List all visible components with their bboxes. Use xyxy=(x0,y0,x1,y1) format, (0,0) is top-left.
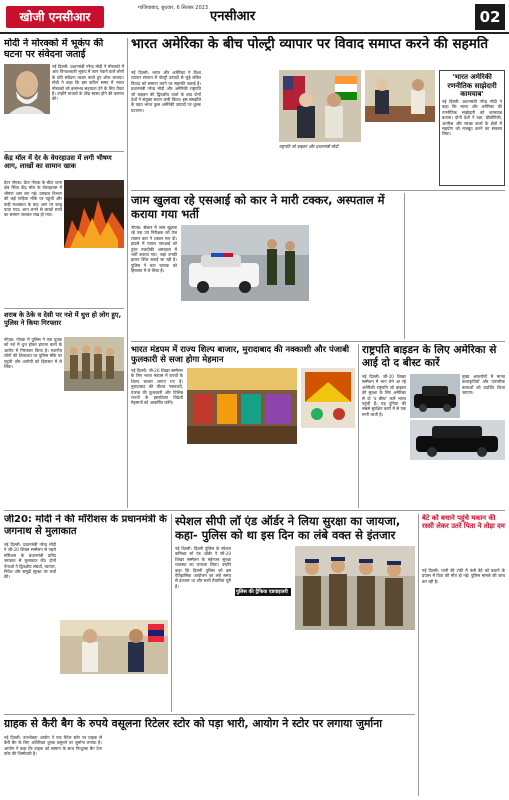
top-story-body-col4 xyxy=(365,124,435,186)
mandapam-body: नई दिल्ली: जी-20 शिखर सम्मेलन के लिए भारत मंडपम में राज्यों के शिल्प बाजार लगाए गए हैं। मुरादाबाद की पीतल नक्काशी, पंजाब की फुलकारी और विभिन्न राज्यों के हस्तशिल्प विदेशी मेहमानों को आकर्षित करेंगे। xyxy=(131,368,183,406)
bottom-story-body-col3 xyxy=(212,735,310,797)
story-modi-morocco-body: नई दिल्ली: प्रधानमंत्री नरेन्द्र मोदी ने मोरक्को में आए विनाशकारी भूकंप में जान गंवाने वाले लोगों के प्रति संवेदना व्यक्त करते हुए शोक जताया। मोदी ने कहा कि इस कठिन समय में भारत मोरक्को को हरसंभव सहायता देने के लिए तैयार है। उन्होंने घायलों के शीघ्र स्वस्थ होने की कामना की। xyxy=(52,64,124,102)
mandapam-body-col2 xyxy=(187,448,297,506)
warehouse-fire-photo xyxy=(64,180,124,248)
mandapam-body-col3 xyxy=(301,430,355,506)
top-story-body: नई दिल्ली: भारत और अमेरिका ने विश्व व्यापार संगठन में पोल्ट्री उत्पादों से जुड़े लंबित विवाद को समाप्त करने पर सहमति जताई है। प्रधानमंत्री नरेन्द्र मोदी और अमेरिकी राष्ट्रपति जो बाइडन की द्विपक्षीय वार्ता के बाद दोनों देशों ने संयुक्त बयान जारी किया। इस समझौते के तहत भारत कुछ अमेरिकी उत्पादों पर शुल्क घटाएगा। xyxy=(131,70,201,113)
right-brief-column xyxy=(408,193,505,339)
biden-cars-caption: मुख्य आकर्षणों में मानव कलाकृतियों और पारंपरिक कलाओं को प्रदर्शित किया जाएगा। xyxy=(462,374,505,396)
top-story-caption: राष्ट्रपति जो बाइडन और प्रधानमंत्री मोदी xyxy=(279,144,339,149)
accident-body: नोएडा: सेक्टर में जाम खुलवा रहे एक उप निरीक्षक को तेज रफ्तार कार ने टक्कर मार दी। हादसे में घायल एसआई को तुरंत नजदीकी अस्पताल में भर्ती कराया गया, जहां उनकी हालत स्थिर बताई जा रही है। पुलिस ने कार चालक को हिरासत में ले लिया है। xyxy=(131,225,177,274)
newspaper-logo: खोजी एनसीआर xyxy=(6,6,104,28)
biden-cars-body-col2 xyxy=(410,462,505,506)
story-liquor-shop-headline: शराब के ठेके व देसी पर नशे में धुत्त हो लोग हुए, पुलिस ने किया गिरफ्तार xyxy=(4,311,122,327)
special-cp-subhead: पुलिस की ट्रैफिक एडवाइजरी xyxy=(235,588,291,596)
story-warehouse-fire-body-cont xyxy=(4,250,124,310)
craft-bazaar-photo xyxy=(187,368,297,444)
special-cp-body: नई दिल्ली: दिल्ली पुलिस के स्पेशल कमिश्नर लॉ एंड ऑर्डर ने जी-20 शिखर सम्मेलन के मद्देनजर सुरक्षा व्यवस्था का जायजा लिया। उन्होंने कहा कि दिल्ली पुलिस को इस ऐतिहासिक आयोजन का लंबे समय से इंतजार था और सभी तैयारियां पूरी हैं। xyxy=(175,546,231,589)
accident-body-col3 xyxy=(313,225,357,337)
side-news xyxy=(422,514,505,796)
bottom-story-body: नई दिल्ली: उपभोक्ता आयोग ने एक रिटेल स्टोर पर ग्राहक से कैरी बैग के लिए अतिरिक्त शुल्क वसूलने पर जुर्माना लगाया है। आयोग ने कहा कि ग्राहक को सामान के साथ निःशुल्क बैग देना स्टोर की जिम्मेदारी है। xyxy=(4,735,102,757)
mauritius-body-col3 xyxy=(116,542,168,618)
story-modi-morocco-headline: मोदी ने मोरक्को में भूकंप की घटना पर संवेदना जताई xyxy=(4,38,104,60)
masthead xyxy=(0,0,509,34)
top-story-headline: भारत अमेरिका के बीच पोल्ट्री व्यापार पर विवाद समाप्त करने की सहमति xyxy=(131,36,489,52)
mauritius-body-col2 xyxy=(60,542,112,618)
left-column xyxy=(4,38,124,475)
side-news-body: नई दिल्ली: पानी की टंकी में फंसे बेटे को बचाने के प्रयास में पिता की मौत हो गई। पुलिस मामले की जांच कर रही है। xyxy=(422,568,505,584)
story-liquor-shop-body: नोएडा: नोएडा में पुलिस ने एक युवक को नशे में धुत्त होकर हंगामा करने के आरोप में गिरफ्तार किया है। स्थानीय लोगों की शिकायत पर पुलिस मौके पर पहुंची और आरोपी को हिरासत में ले लिया। xyxy=(4,337,62,370)
side-news-headline: बेटे को बचाने पहुंचे मकान की रस्सी लेकर उतरे पिता ने तोड़ा दम xyxy=(422,514,505,531)
story-warehouse-fire-headline: केंद्र मॉल में देर के वेयरहाउस में लगी भीषण आग, लाखों का सामान खाक xyxy=(4,154,112,170)
mauritius-body: नई दिल्ली: प्रधानमंत्री नरेन्द्र मोदी ने जी-20 शिखर सम्मेलन से पहले मॉरीशस के प्रधानमंत्री प्रविंद जगन्नाथ से मुलाकात की। दोनों नेताओं ने द्विपक्षीय संबंधों, व्यापार, निवेश और समुद्री सुरक्षा पर चर्चा की। xyxy=(4,542,56,580)
beast-car-photo xyxy=(410,374,460,418)
right-brief-body xyxy=(408,193,505,339)
sidebar-headline: 'भारत अमेरिकी रणनीतिक साझेदारी कामयाब' xyxy=(447,73,497,98)
mauritius-body-col4 xyxy=(60,676,168,710)
story-liquor-shop-body-cont xyxy=(4,400,124,472)
bottom-story-headline: ग्राहक से कैरी बैग के रुपये वसूलना रिटेलर स्टोर को पड़ा भारी, आयोग ने स्टोर पर लगाया जुर्माना xyxy=(4,717,383,730)
mandapam-story xyxy=(131,344,355,508)
special-cp-story xyxy=(175,514,415,712)
phulkari-photo xyxy=(301,368,355,428)
police-group-photo xyxy=(64,337,124,391)
biden-cars-story xyxy=(362,344,505,508)
biden-cars-body: नई दिल्ली: जी-20 शिखर सम्मेलन में भाग लेने आ रहे अमेरिकी राष्ट्रपति जो बाइडन की सुरक्षा के लिए अमेरिका से दो 'द बीस्ट' कारें भारत पहुंची हैं। यह दुनिया की सबसे सुरक्षित कारों में से एक मानी जाती है। xyxy=(362,374,406,417)
mauritius-story xyxy=(4,514,168,712)
accident-body-col2 xyxy=(181,303,309,337)
section-title: एनसीआर xyxy=(210,9,256,24)
bottom-story-body-col4 xyxy=(316,735,415,797)
top-story xyxy=(131,36,505,188)
special-cp-body-col3 xyxy=(235,602,291,710)
accident-story xyxy=(131,193,401,339)
top-story-body-col3 xyxy=(279,158,361,186)
special-cp-body-col5 xyxy=(357,632,415,710)
beast-car-photo-2 xyxy=(410,420,505,460)
accident-body-col4 xyxy=(359,225,401,337)
page-number: 02 xyxy=(475,4,505,30)
story-warehouse-fire-body: ग्रेटर नोएडा: ग्रेटर नोएडा के बीटा थाना क्षेत्र स्थित केंद्र मॉल के वेयरहाउस में भीषण आग लग गई। दमकल विभाग की कई गाड़ियां मौके पर पहुंचीं और कड़ी मशक्कत के बाद आग पर काबू पाया गया। आग लगने से लाखों रुपये का सामान जलकर राख हो गया। xyxy=(4,180,62,218)
bottom-story-body-col2 xyxy=(108,735,206,797)
mauritius-headline: जी20: मोदी ने की मॉरीशस के प्रधानमंत्री के जगनाथ से मुलाकात xyxy=(4,514,167,537)
modi-jugnauth-photo xyxy=(60,620,168,674)
special-cp-headline: स्पेशल सीपी लॉ एंड ऑर्डर ने लिया सुरक्षा का जायजा, कहा- पुलिस को था इस दिन का लंबे वक्त से इंतजार xyxy=(175,514,401,542)
bottom-story xyxy=(4,717,415,797)
sidebar-box xyxy=(439,70,505,186)
accident-headline: जाम खुलवा रहे एसआई को कार ने मारी टक्कर, अस्पताल में कराया गया भर्ती xyxy=(131,193,385,221)
top-story-body-col2 xyxy=(205,70,275,186)
biden-modi-photo xyxy=(279,70,361,142)
leaders-meeting-photo xyxy=(365,70,435,122)
dateline: गाजियाबाद, बुधवार, 6 सितंबर 2023 xyxy=(138,5,209,11)
police-officers-photo xyxy=(295,546,415,630)
modi-portrait-photo xyxy=(4,64,50,114)
mandapam-headline: भारत मंडपम में राज्य शिल्प बाजार, मुरादाबाद की नक्काशी और पंजाबी फुलकारी से सजा होगा मेहमान xyxy=(131,344,350,364)
biden-cars-headline: राष्ट्रपति बाइडन के लिए अमेरिका से आई दो द बीस्ट कारें xyxy=(362,344,497,369)
special-cp-body-col2 xyxy=(235,546,291,586)
special-cp-body-col4 xyxy=(295,632,353,710)
sidebar-body: नई दिल्ली: प्रधानमंत्री नरेन्द्र मोदी ने कहा कि भारत और अमेरिका की रणनीतिक साझेदारी को कामयाब बताया। दोनों देशों ने रक्षा, प्रौद्योगिकी, अंतरिक्ष और स्वच्छ ऊर्जा के क्षेत्रों में सहयोग को मजबूत करने का संकल्प लिया। xyxy=(442,99,502,137)
police-car-photo xyxy=(181,225,309,301)
